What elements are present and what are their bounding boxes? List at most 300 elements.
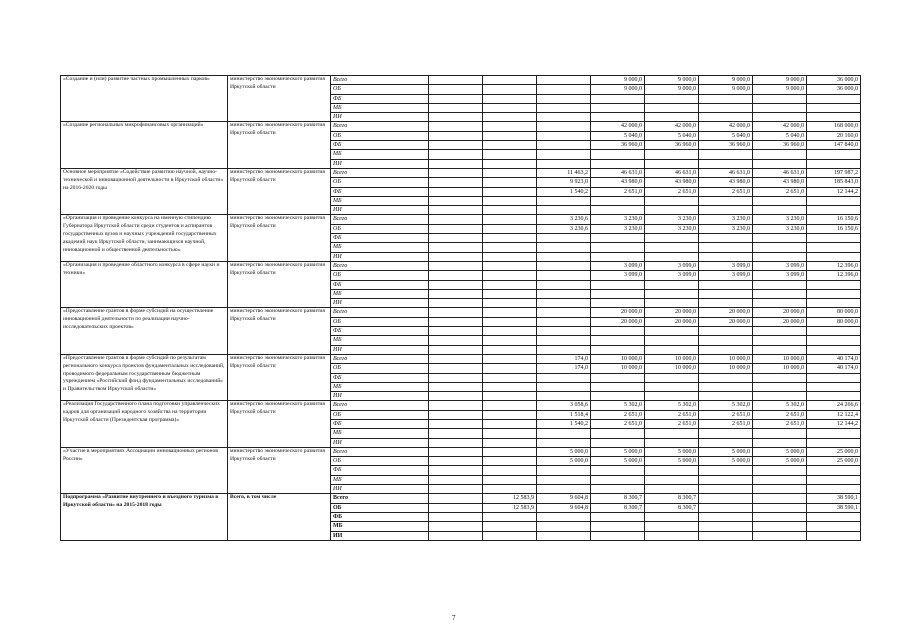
funding-source: ФБ [331,234,429,243]
year-value [645,345,699,354]
year-value [699,159,753,168]
table-row [61,215,861,224]
year-value: 10 000,0 [591,364,645,373]
year-value: 43 980,0 [591,178,645,187]
year-value: 43 980,0 [699,178,753,187]
year-value: 5 040,0 [699,131,753,140]
funding-source: ФБ [331,327,429,336]
year-value [537,150,591,159]
total-value: 12 144,2 [807,187,861,196]
year-value [645,113,699,122]
total-value [807,485,861,494]
year-value: 5 000,0 [645,447,699,456]
year-value [429,512,483,521]
year-value [699,196,753,205]
year-value [429,485,483,494]
year-value [483,485,537,494]
year-value: 2 651,0 [591,419,645,428]
year-value [699,512,753,521]
year-value [537,271,591,280]
year-value [429,215,483,224]
year-value [537,122,591,131]
year-value: 10 000,0 [645,354,699,363]
total-value [807,531,861,540]
year-value [591,234,645,243]
funding-source: МБ [331,243,429,252]
year-value [429,308,483,317]
year-value [537,466,591,475]
year-value [753,252,807,261]
funding-source: МБ [331,522,429,531]
responsible-executor: министерство экономического развития Иркутской области [228,168,331,214]
year-value: 3 230,0 [699,215,753,224]
table-row [61,122,861,131]
year-value [537,392,591,401]
total-value [807,150,861,159]
responsible-executor: министерство экономического развития Иркутской области [228,308,331,354]
year-value [645,234,699,243]
year-value [537,252,591,261]
funding-source: Всего [331,122,429,131]
year-value [591,485,645,494]
funding-source: ОБ [331,410,429,419]
year-value [483,345,537,354]
total-value [807,196,861,205]
total-value [807,466,861,475]
year-value: 5 040,0 [591,131,645,140]
year-value [753,150,807,159]
year-value [699,150,753,159]
year-value [753,289,807,298]
year-value [753,373,807,382]
year-value [483,243,537,252]
total-value [807,113,861,122]
year-value: 3 099,0 [645,261,699,270]
year-value: 2 651,0 [645,410,699,419]
year-value: 5 302,0 [591,401,645,410]
year-value: 5 000,0 [699,447,753,456]
year-value [645,150,699,159]
year-value [537,94,591,103]
year-value [483,364,537,373]
year-value: 9 000,0 [753,85,807,94]
year-value: 1 518,4 [537,410,591,419]
year-value: 174,0 [537,364,591,373]
year-value [537,243,591,252]
year-value [429,438,483,447]
year-value [429,168,483,177]
year-value [537,131,591,140]
table-row [61,401,861,410]
year-value [699,243,753,252]
year-value [429,196,483,205]
total-value: 12 144,2 [807,419,861,428]
total-value: 12 122,4 [807,410,861,419]
year-value [483,354,537,363]
year-value: 3 230,0 [753,215,807,224]
year-value [591,531,645,540]
total-value: 40 174,0 [807,364,861,373]
year-value: 5 000,0 [537,447,591,456]
year-value [699,429,753,438]
activity-name: «Организация и проведение областного конкурса в сфере науки и техники» [61,261,228,307]
year-value: 10 000,0 [699,354,753,363]
year-value [429,224,483,233]
year-value: 2 651,0 [591,187,645,196]
total-value [807,206,861,215]
year-value: 36 960,0 [645,141,699,150]
year-value [483,289,537,298]
year-value [537,76,591,85]
table-row [61,354,861,363]
total-value [807,327,861,336]
year-value: 10 000,0 [699,364,753,373]
year-value [753,438,807,447]
total-value [807,252,861,261]
responsible-executor: Всего, в том числе [228,494,331,540]
year-value: 3 230,0 [699,224,753,233]
year-value [591,373,645,382]
year-value: 5 302,0 [645,401,699,410]
year-value [699,494,753,503]
year-value: 5 302,0 [753,401,807,410]
year-value: 20 000,0 [645,308,699,317]
year-value [645,531,699,540]
total-value [807,103,861,112]
year-value [753,494,807,503]
year-value [591,475,645,484]
funding-source: МБ [331,150,429,159]
year-value [591,103,645,112]
total-value [807,280,861,289]
funding-source: ИИ [331,345,429,354]
funding-source: ОБ [331,503,429,512]
year-value [537,289,591,298]
year-value: 9 000,0 [645,85,699,94]
year-value [699,103,753,112]
year-value: 3 099,0 [591,271,645,280]
year-value: 5 000,0 [591,447,645,456]
year-value [699,252,753,261]
year-value [753,327,807,336]
funding-source: МБ [331,289,429,298]
year-value [645,485,699,494]
year-value [645,103,699,112]
year-value [429,401,483,410]
total-value: 24 266,6 [807,401,861,410]
year-value [645,522,699,531]
funding-source: ФБ [331,512,429,521]
year-value [537,512,591,521]
year-value [753,159,807,168]
year-value [537,308,591,317]
year-value [483,103,537,112]
year-value [429,252,483,261]
year-value: 10 000,0 [645,364,699,373]
year-value [429,113,483,122]
year-value [753,196,807,205]
year-value [483,466,537,475]
year-value [591,159,645,168]
year-value [645,512,699,521]
total-value [807,345,861,354]
total-value: 38 590,1 [807,494,861,503]
year-value [537,382,591,391]
year-value [537,336,591,345]
funding-source: ИИ [331,252,429,261]
year-value [483,85,537,94]
year-value: 12 583,9 [483,503,537,512]
year-value [699,373,753,382]
year-value [537,373,591,382]
year-value [429,336,483,345]
year-value [483,168,537,177]
year-value [483,336,537,345]
year-value [429,429,483,438]
activity-name: Подпрограмма «Развитие внутреннего и въездного туризма в Иркутской области» на 2015-2018 годы [61,494,228,540]
year-value [429,122,483,131]
year-value: 5 302,0 [699,401,753,410]
year-value [483,261,537,270]
year-value: 46 631,0 [591,168,645,177]
total-value [807,392,861,401]
activity-name: «Создание региональных микрофинансовых организаций» [61,122,228,168]
year-value [591,429,645,438]
year-value: 20 000,0 [699,308,753,317]
year-value: 20 000,0 [591,308,645,317]
year-value [483,271,537,280]
year-value [429,76,483,85]
year-value [537,113,591,122]
total-value [807,512,861,521]
year-value [537,234,591,243]
year-value: 5 040,0 [645,131,699,140]
year-value [591,382,645,391]
year-value [753,475,807,484]
funding-source: ФБ [331,141,429,150]
year-value: 11 463,2 [537,168,591,177]
year-value: 8 300,7 [591,494,645,503]
year-value [753,382,807,391]
year-value [645,438,699,447]
year-value [429,261,483,270]
year-value [483,475,537,484]
year-value [645,289,699,298]
year-value [483,531,537,540]
funding-source: ИИ [331,531,429,540]
year-value [645,196,699,205]
total-value [807,94,861,103]
year-value [699,299,753,308]
year-value [429,373,483,382]
year-value [753,280,807,289]
activity-name: «Участие в мероприятиях Ассоциации инновационных регионов России» [61,447,228,493]
year-value: 12 583,9 [483,494,537,503]
year-value: 42 000,0 [699,122,753,131]
year-value: 5 000,0 [645,457,699,466]
year-value [483,178,537,187]
year-value [699,475,753,484]
year-value [483,141,537,150]
year-value: 36 960,0 [699,141,753,150]
year-value [753,206,807,215]
total-value: 185 843,0 [807,178,861,187]
year-value [753,503,807,512]
year-value [429,299,483,308]
year-value [699,531,753,540]
year-value [753,522,807,531]
total-value: 168 000,0 [807,122,861,131]
funding-source: ОБ [331,131,429,140]
year-value [591,522,645,531]
year-value [429,410,483,419]
year-value [429,85,483,94]
year-value [537,261,591,270]
year-value [699,392,753,401]
year-value [699,113,753,122]
year-value: 174,0 [537,354,591,363]
responsible-executor: министерство экономического развития Иркутской области [228,76,331,122]
year-value [483,252,537,261]
year-value [645,336,699,345]
year-value: 10 000,0 [591,354,645,363]
year-value [645,280,699,289]
year-value: 9 000,0 [591,76,645,85]
table-row [61,308,861,317]
year-value: 3 230,6 [537,224,591,233]
year-value [591,466,645,475]
funding-source: Всего [331,494,429,503]
year-value [429,206,483,215]
funding-source: ОБ [331,85,429,94]
total-value [807,299,861,308]
year-value [483,317,537,326]
year-value: 36 960,0 [753,141,807,150]
year-value: 3 230,6 [537,215,591,224]
total-value: 16 150,6 [807,224,861,233]
year-value [699,522,753,531]
year-value [429,494,483,503]
table-row [61,447,861,456]
year-value: 3 099,0 [591,261,645,270]
year-value [483,159,537,168]
year-value [429,447,483,456]
year-value [537,280,591,289]
funding-source: Всего [331,401,429,410]
year-value [753,113,807,122]
year-value [483,187,537,196]
funding-source: ИИ [331,438,429,447]
year-value [591,392,645,401]
year-value [483,196,537,205]
year-value [429,187,483,196]
year-value [591,438,645,447]
year-value [483,113,537,122]
year-value [429,131,483,140]
year-value [591,150,645,159]
year-value [591,196,645,205]
funding-source: ОБ [331,178,429,187]
year-value: 3 099,0 [699,261,753,270]
year-value: 2 651,0 [645,187,699,196]
funding-source: МБ [331,429,429,438]
year-value [645,252,699,261]
year-value [429,392,483,401]
year-value: 2 651,0 [699,410,753,419]
year-value [699,485,753,494]
year-value [699,234,753,243]
year-value: 43 980,0 [753,178,807,187]
year-value [645,206,699,215]
activity-name: «Организация и проведение конкурса на именную стипендию Губернатора Иркутской области среди студентов и аспирантов государственных вузов и научных учреждений государственных академий наук Иркутской области, занимающихся научной, инновационной и общественной деятельностью» [61,215,228,261]
year-value [429,271,483,280]
year-value [537,522,591,531]
funding-source: Всего [331,215,429,224]
year-value [699,345,753,354]
year-value [483,373,537,382]
total-value: 20 160,0 [807,131,861,140]
year-value [483,234,537,243]
responsible-executor: министерство экономического развития Иркутской области [228,354,331,400]
year-value [537,196,591,205]
year-value [429,382,483,391]
total-value [807,429,861,438]
funding-source: Всего [331,76,429,85]
year-value: 2 651,0 [699,187,753,196]
responsible-executor: министерство экономического развития Иркутской области [228,261,331,307]
year-value [429,280,483,289]
year-value [645,475,699,484]
funding-source: МБ [331,196,429,205]
year-value [753,103,807,112]
year-value [591,243,645,252]
funding-source: Всего [331,447,429,456]
year-value: 9 000,0 [591,85,645,94]
year-value [429,419,483,428]
year-value [429,522,483,531]
total-value: 147 840,0 [807,141,861,150]
year-value [645,243,699,252]
funding-source: ФБ [331,187,429,196]
total-value: 25 000,0 [807,457,861,466]
year-value [753,243,807,252]
year-value: 9 000,0 [645,76,699,85]
year-value: 43 980,0 [645,178,699,187]
year-value [483,401,537,410]
year-value [483,522,537,531]
year-value: 5 040,0 [753,131,807,140]
year-value [429,289,483,298]
year-value [429,345,483,354]
year-value [753,345,807,354]
funding-source: ИИ [331,113,429,122]
year-value [429,243,483,252]
total-value [807,373,861,382]
year-value [591,327,645,336]
funding-source: ИИ [331,206,429,215]
page-number: 7 [452,614,456,622]
year-value [591,336,645,345]
year-value [537,159,591,168]
year-value: 5 000,0 [753,457,807,466]
year-value: 8 300,7 [645,494,699,503]
budget-table-body [61,76,861,541]
year-value: 10 000,0 [753,364,807,373]
year-value [429,159,483,168]
total-value: 12 396,0 [807,271,861,280]
year-value: 3 230,0 [591,215,645,224]
year-value [699,382,753,391]
